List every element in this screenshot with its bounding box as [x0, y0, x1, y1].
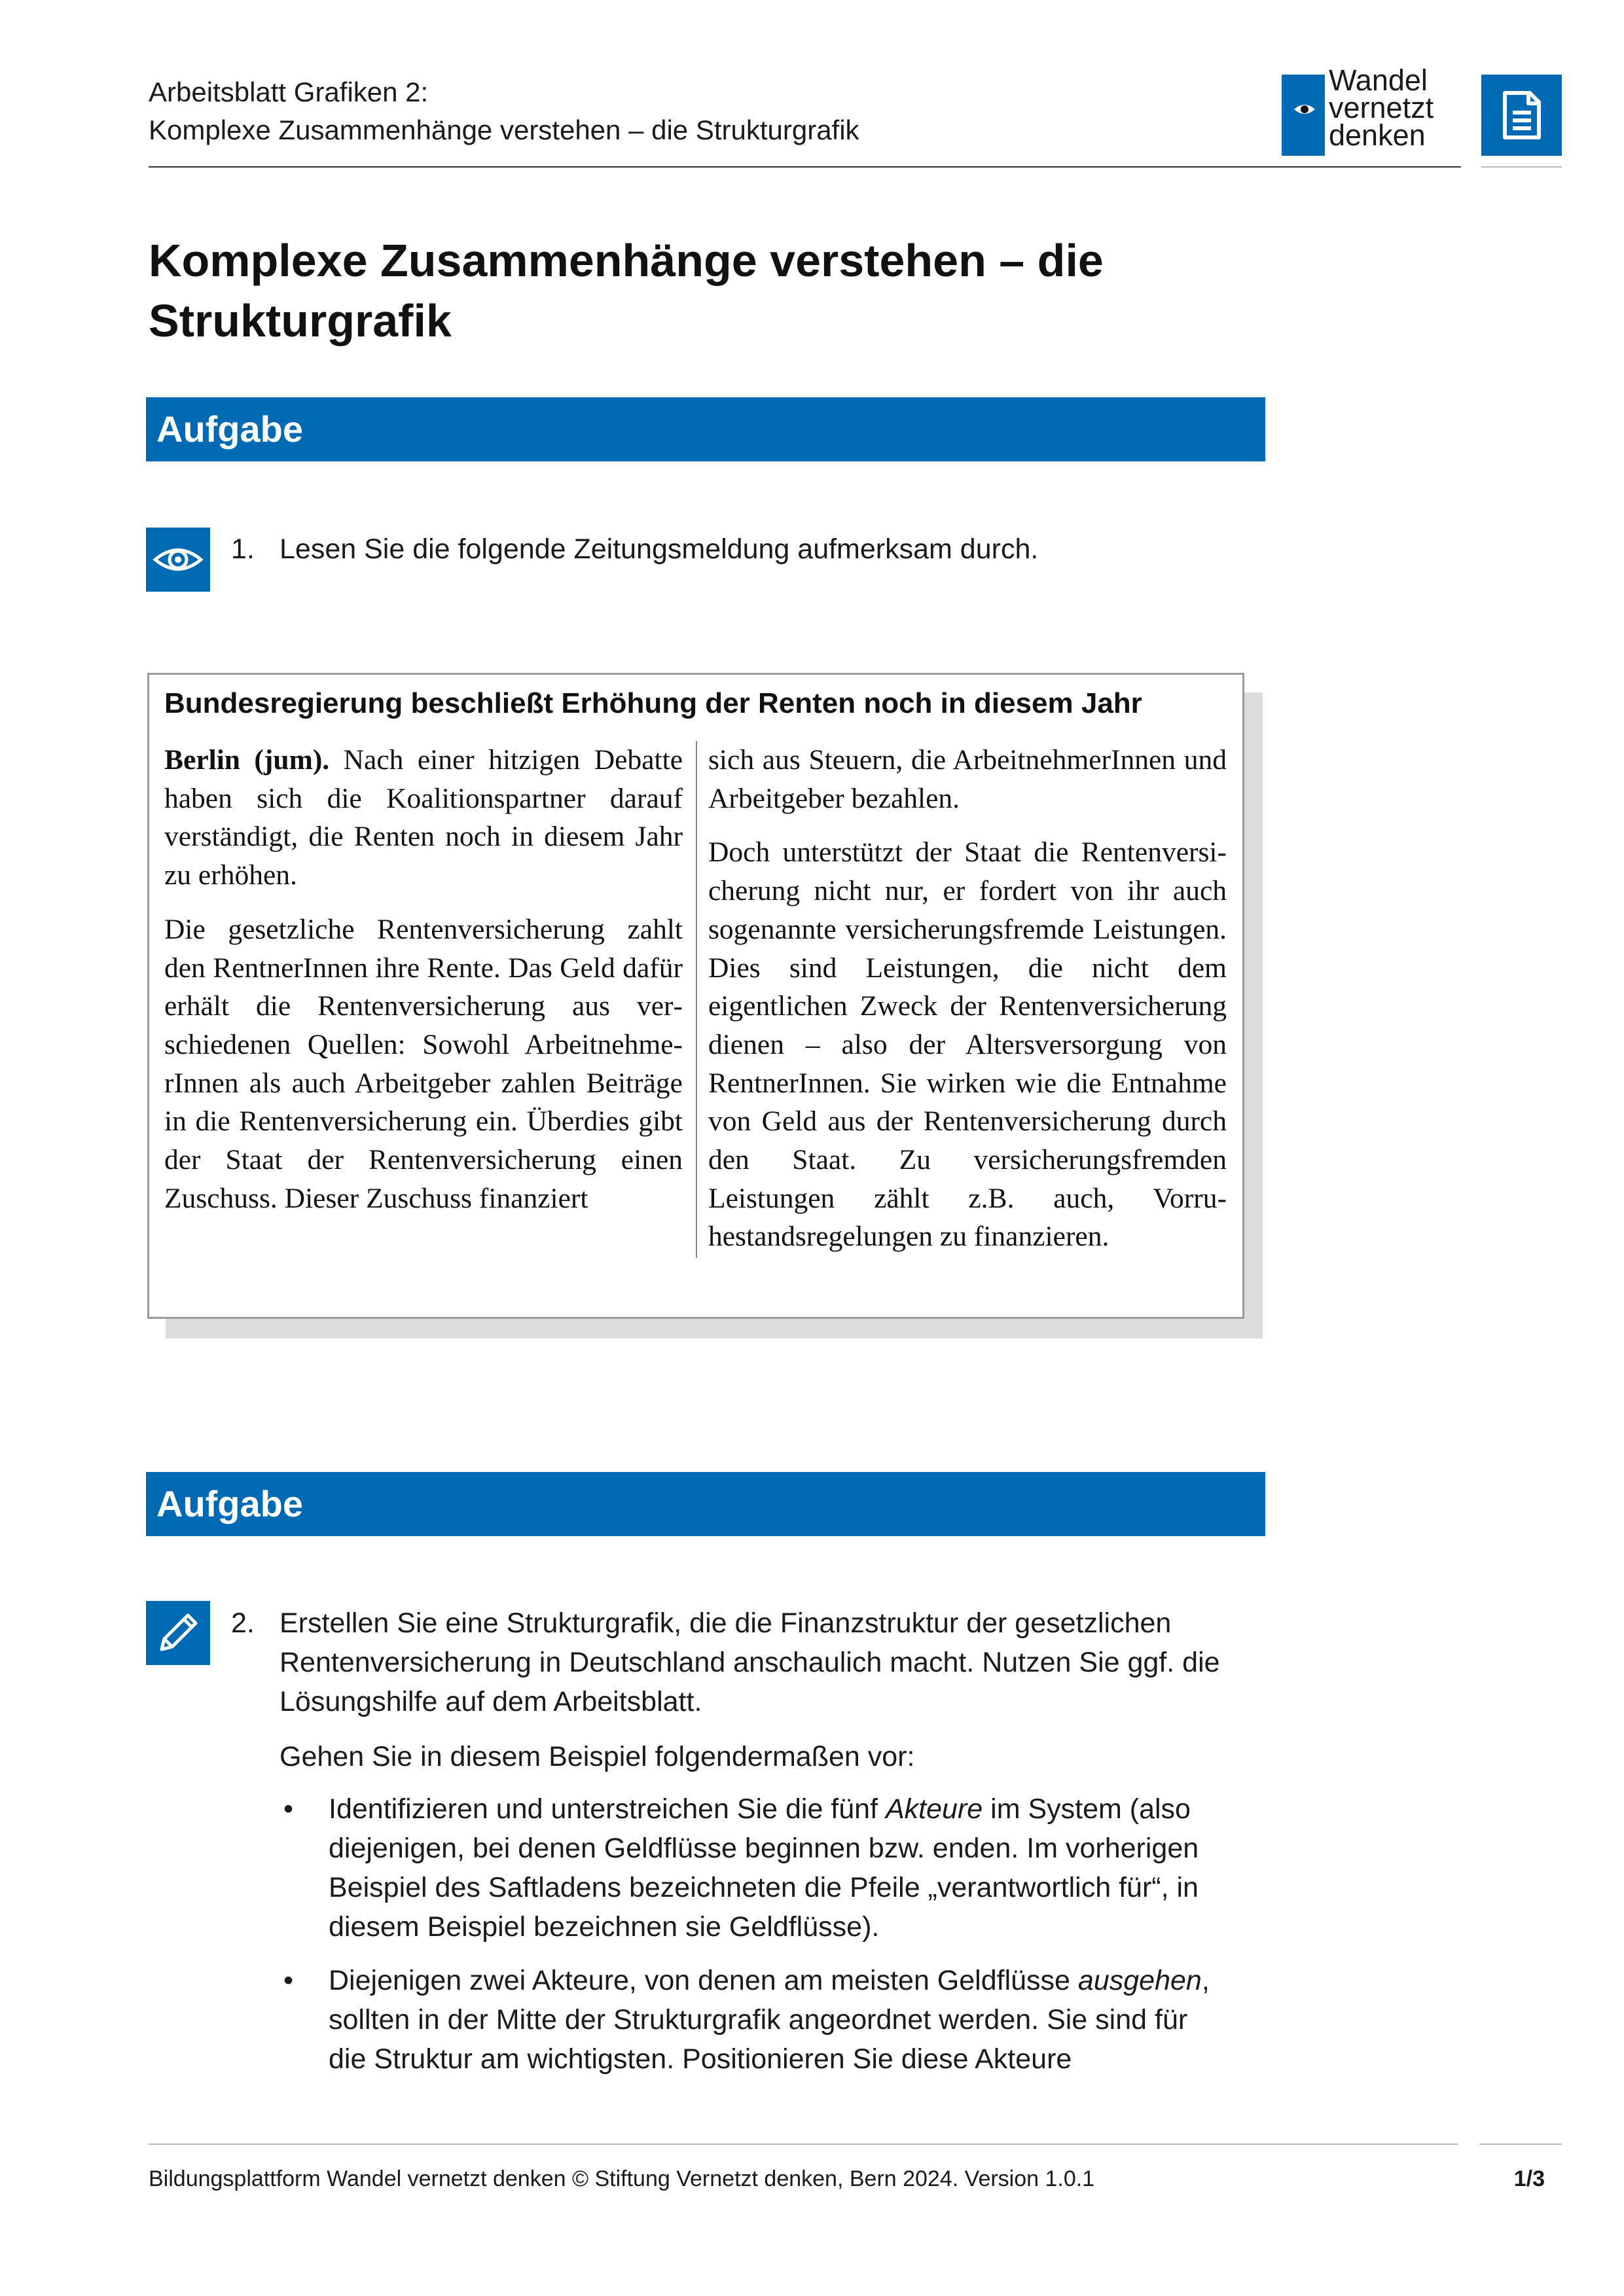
news-lead-text: Nach einer hitzigen Debatte haben sich die Koalitionspartner darauf verständigt, die Renten noch in diesem Jahr zu erhöhen.: [164, 744, 683, 891]
task-1-number: 1.: [231, 533, 255, 565]
header-breadcrumb: [149, 73, 859, 149]
news-paragraph: Die gesetzliche Rentenversicherung zahlt den RentnerInnen ihre Rente. Das Geld dafür erhält die Rentenversicherung aus verschiedenen Quellen: Sowohl ArbeitnehmerInnen als auch Arbeitgeber zahlen Beiträge in die Rentenversicherung ein. Überdies gibt der Staat der Rentenversicherung einen Zuschuss. Dieser Zuschuss finanziert: [164, 913, 683, 1214]
task-1-icon-box: [146, 528, 210, 592]
logo-word-1: Wandel: [1329, 63, 1428, 97]
header-line-2: Komplexe Zusammenhänge verstehen – die Strukturgrafik: [149, 115, 859, 145]
page-title-line-1: Komplexe Zusammenhänge verstehen – die: [149, 235, 1104, 286]
logo-word-2: vernetzt: [1329, 91, 1434, 124]
footer-copyright: Bildungsplattform Wandel vernetzt denken © Stiftung Vernetzt denken, Bern 2024. Version 1.0.1: [149, 2166, 1095, 2191]
page-title: [149, 230, 1261, 351]
task-1-text: Lesen Sie die folgende Zeitungsmeldung aufmerksam durch.: [280, 533, 1039, 565]
news-paragraph: sich aus Steuern, die ArbeitnehmerInnen und Arbeitgeber bezahlen.: [708, 744, 1227, 814]
pencil-icon: [146, 1601, 210, 1665]
logo-word-3: denken: [1329, 118, 1426, 152]
task-2-number: 2.: [231, 1607, 255, 1639]
list-item-emphasis: ausgehen: [1077, 1965, 1202, 1996]
news-paragraph: Doch unterstützt der Staat die Rentenversicherung nicht nur, er fordert von ihr auch sogenannte versicherungsfremde Leistungen. Dies sind Leistungen, die nicht dem eigentlichen Zweck der Rentenversicherung dienen – also der Altersversorgung von RentnerInnen. Sie wirken wie die Entnahme von Geld aus der Rentenversicherung durch den Staat. Zu versicherungsfremden Leistungen zählt z.B. auch, Vorruhestandsregelungen zu finanzieren.: [708, 836, 1227, 1253]
list-item-text: Diejenigen zwei Akteure, von denen am meisten Geldflüsse: [329, 1965, 1078, 1996]
header-divider: [149, 166, 1461, 168]
list-item-text: Identifizieren und unterstreichen Sie die fünf: [329, 1793, 886, 1825]
section-bar-2: Aufgabe: [146, 1472, 1265, 1536]
eye-icon: [1293, 102, 1316, 117]
footer-divider-right: [1479, 2144, 1562, 2145]
news-column-1: [164, 741, 683, 1233]
news-column-2: [708, 741, 1227, 1272]
header-line-1: Arbeitsblatt Grafiken 2:: [149, 77, 429, 107]
bullet-marker: •: [283, 1793, 294, 1825]
news-dateline: Berlin (jum).: [164, 744, 330, 776]
news-headline: Bundesregierung beschließt Erhöhung der Renten noch in diesem Jahr: [164, 687, 1142, 719]
task-2-intro: Gehen Sie in diesem Beispiel folgendermaßen vor:: [280, 1741, 915, 1772]
list-item: [329, 1961, 1232, 2079]
document-icon-box: [1481, 75, 1562, 156]
page-title-line-2: Strukturgrafik: [149, 295, 452, 346]
eye-icon: [146, 528, 210, 592]
news-column-divider: [696, 741, 697, 1258]
document-icon: [1481, 75, 1562, 156]
list-item-text: , sollten in der Mitte der Strukturgrafik angeordnet werden. Sie sind für die Struktur am wichtigsten. Positionieren Sie diese Akteure: [329, 1965, 1210, 2075]
header-divider-right: [1481, 166, 1562, 168]
list-item: [329, 1789, 1258, 1946]
bullet-marker: •: [283, 1965, 294, 1996]
task-2-text: Erstellen Sie eine Strukturgrafik, die die Finanzstruktur der gesetzlichen Rentenversicherung in Deutschland anschaulich macht. Nutzen Sie ggf. die Lösungshilfe auf dem Arbeitsblatt.: [280, 1607, 1220, 1717]
logo-wordmark: [1329, 63, 1434, 152]
page-number: 1/3: [1513, 2166, 1545, 2191]
list-item-text: im System (also diejenigen, bei denen Geldflüsse beginnen bzw. enden. Im vorherigen Beispiel des Saftladens bezeichneten die Pfeile „verantwortlich für“, in diesem Beispiel bezeichnen sie Geldflüsse).: [329, 1793, 1199, 1943]
logo-mark: [1282, 75, 1325, 156]
task-2-icon-box: [146, 1601, 210, 1665]
footer-divider: [149, 2144, 1458, 2145]
list-item-emphasis: Akteure: [885, 1793, 983, 1825]
section-bar-1: Aufgabe: [146, 397, 1265, 461]
news-paragraph: [164, 741, 683, 895]
